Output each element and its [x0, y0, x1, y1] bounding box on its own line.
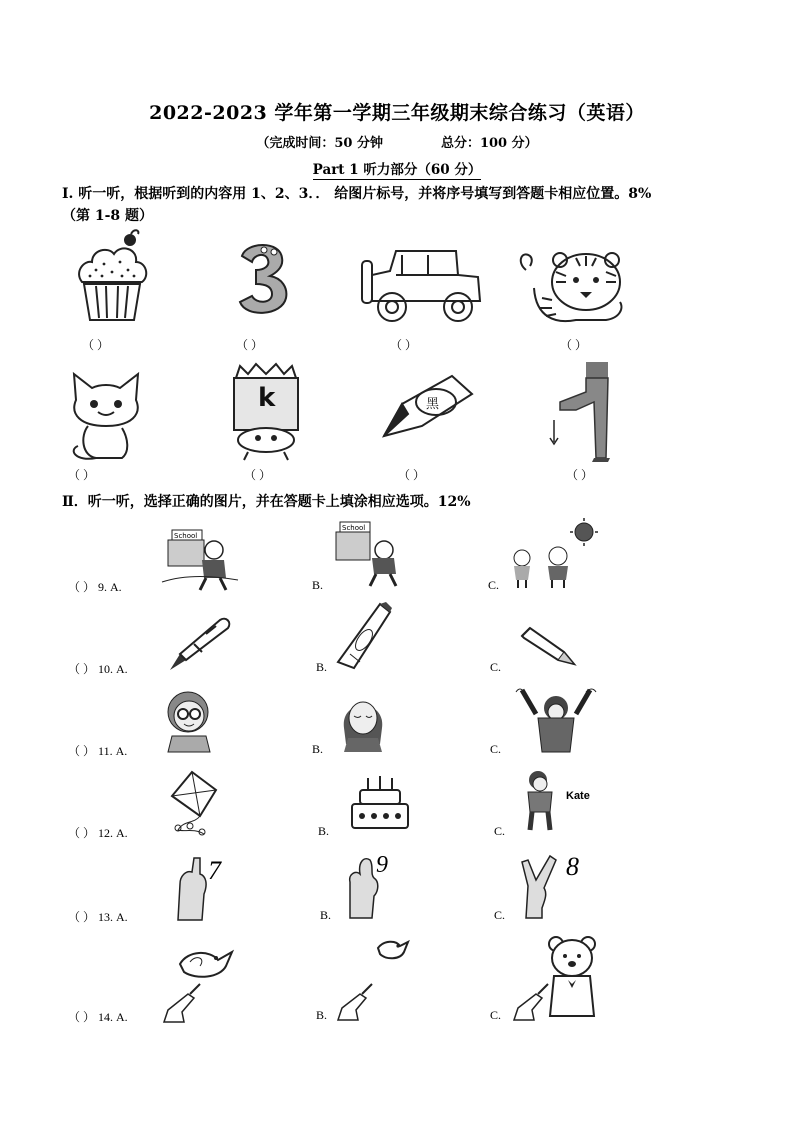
answer-blank-6[interactable]: （ ）	[244, 468, 272, 482]
question-14[interactable]	[68, 1008, 128, 1025]
answer-blank-7[interactable]: （ ）	[398, 468, 426, 482]
answer-blank-8[interactable]: （ ）	[566, 468, 594, 482]
question-number: 11.	[98, 744, 113, 758]
birthday-cake-icon	[348, 774, 412, 832]
option-a-label: A.	[116, 1010, 128, 1024]
option-a-label: A.	[116, 662, 128, 676]
number-three-icon	[234, 240, 294, 316]
question-number: 14.	[98, 1010, 114, 1024]
kids-sun-icon	[506, 518, 602, 590]
option-a-label: A.	[115, 744, 128, 758]
letter-k-card-icon	[226, 360, 306, 460]
answer-blank-5[interactable]: （ ）	[68, 468, 96, 482]
girl-arms-up-icon	[516, 684, 596, 754]
crayon-icon	[334, 602, 394, 672]
tiger-icon	[516, 248, 632, 326]
answer-blank-13[interactable]: （ ）	[68, 910, 96, 924]
option-12-c[interactable]: C.	[494, 824, 506, 838]
question-number: 12.	[98, 826, 114, 840]
question-number: 13.	[98, 910, 114, 924]
school-sign-text: School	[342, 524, 366, 532]
school-sign-text: School	[174, 532, 198, 540]
kate-name-label: Kate	[566, 790, 590, 802]
exam-time: （完成时间：50 分钟	[256, 136, 383, 151]
option-9-c[interactable]: C.	[488, 578, 500, 592]
option-11-c[interactable]: C.	[490, 742, 502, 756]
pointing-hand-bird-icon	[160, 940, 240, 1026]
school-boy-icon	[162, 522, 238, 592]
jeep-icon	[360, 245, 484, 325]
option-13-c[interactable]: C.	[494, 908, 506, 922]
option-14-b[interactable]: B.	[316, 1008, 328, 1022]
cupcake-icon	[74, 230, 150, 322]
pencil-icon	[518, 626, 578, 666]
option-11-b[interactable]: B.	[312, 742, 324, 756]
option-a-label: A.	[116, 826, 128, 840]
answer-blank-14[interactable]: （ ）	[68, 1010, 96, 1024]
pointing-hand-bear-icon	[510, 934, 600, 1024]
part-heading	[0, 158, 794, 178]
answer-blank-12[interactable]: （ ）	[68, 826, 96, 840]
boy-glasses-icon	[164, 688, 214, 752]
girl-kate-icon	[520, 768, 560, 834]
option-10-c[interactable]: C.	[490, 660, 502, 674]
option-10-b[interactable]: B.	[316, 660, 328, 674]
exam-score: 总分：100 分）	[440, 136, 538, 151]
answer-blank-11[interactable]: （ ）	[68, 744, 96, 758]
leg-icon	[546, 362, 612, 462]
kite-icon	[164, 770, 224, 838]
section-1-line-2: （第 1-8 题）	[62, 208, 154, 224]
option-13-b[interactable]: B.	[320, 908, 332, 922]
answer-blank-9[interactable]: （ ）	[68, 580, 96, 594]
answer-blank-3[interactable]: （ ）	[390, 338, 418, 352]
pen-icon	[164, 614, 234, 674]
svg-text:k: k	[258, 383, 276, 413]
option-12-b[interactable]: B.	[318, 824, 330, 838]
question-12[interactable]	[68, 824, 128, 841]
question-11[interactable]	[68, 742, 127, 759]
section-2-instruction: Ⅱ．听一听，选择正确的图片，并在答题卡上填涂相应选项。12%	[62, 494, 471, 510]
answer-blank-10[interactable]: （ ）	[68, 662, 96, 676]
school-boy-run-icon	[330, 516, 406, 588]
answer-blank-2[interactable]: （ ）	[236, 338, 264, 352]
section-1-line-1: I. 听一听，根据听到的内容用 1、2、3．． 给图片标号，并将序号填写到答题卡相应位置。8%	[62, 186, 652, 202]
question-number: 9.	[98, 580, 108, 594]
digit-7: 7	[208, 856, 221, 885]
digit-9: 9	[376, 852, 388, 878]
page-title: 2022-2023 学年第一学期三年级期末综合练习（英语）	[149, 102, 645, 124]
digit-8: 8	[566, 852, 579, 881]
question-9[interactable]	[68, 578, 122, 595]
hand-seven-icon	[172, 854, 232, 920]
answer-blank-1[interactable]: （ ）	[82, 338, 110, 352]
hand-eight-icon	[520, 852, 570, 918]
cat-icon	[66, 370, 148, 462]
crayon-character: 黑	[426, 397, 440, 412]
girl-eyes-closed-icon	[340, 688, 386, 752]
option-a-label: A.	[116, 910, 128, 924]
pointing-hand-small-bird-icon	[334, 934, 414, 1024]
part-label: Part 1 听力部分（60 分）	[312, 162, 482, 178]
section-1-instruction	[62, 183, 762, 227]
question-number: 10.	[98, 662, 114, 676]
option-14-c[interactable]: C.	[490, 1008, 502, 1022]
answer-blank-4[interactable]: （ ）	[560, 338, 588, 352]
exam-info	[0, 132, 794, 151]
option-a-label: A.	[110, 580, 122, 594]
option-9-b[interactable]: B.	[312, 578, 324, 592]
black-crayon-icon	[378, 374, 474, 444]
question-10[interactable]	[68, 660, 128, 677]
question-13[interactable]	[68, 908, 128, 925]
